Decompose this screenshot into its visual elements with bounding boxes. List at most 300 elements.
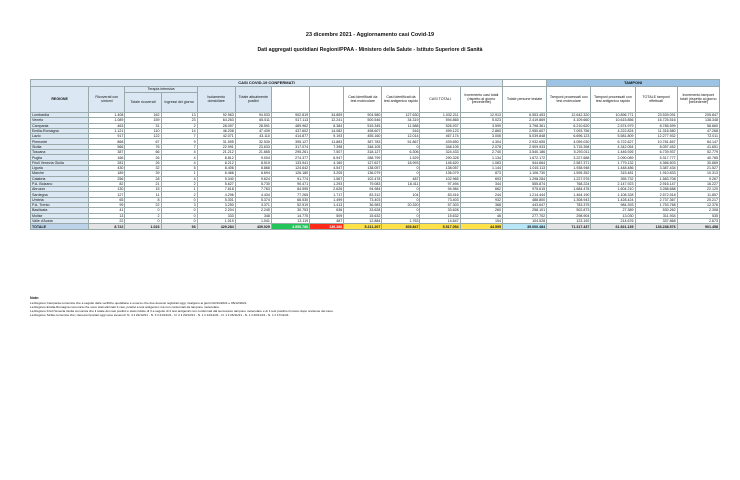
- table-cell: 79.083: [344, 181, 382, 186]
- table-cell: 94.533: [235, 113, 271, 118]
- table-cell: 44.595: [460, 224, 502, 230]
- table-cell: 7.398: [310, 144, 344, 149]
- table-cell: 5.374: [235, 197, 271, 202]
- table-cell: 10.781.657: [635, 139, 677, 144]
- table-cell: 36.983: [344, 203, 382, 208]
- table-cell: 0: [161, 208, 197, 213]
- table-cell: 14.647: [420, 218, 460, 223]
- region-cell: Molise: [31, 213, 89, 218]
- table-cell: 146.620: [420, 160, 460, 165]
- table-cell: 516: [382, 128, 420, 133]
- table-cell: 8.057.452: [635, 144, 677, 149]
- col-header: DIMESSI GUARITI: [271, 87, 309, 113]
- table-cell: 4.547: [310, 165, 344, 170]
- table-cell: 2.626: [310, 187, 344, 192]
- table-cell: 368: [460, 203, 502, 208]
- table-cell: 9.193: [310, 134, 344, 139]
- table-cell: 1.583.708: [635, 176, 677, 181]
- table-cell: 1.779.132: [591, 160, 635, 165]
- table-cell: 30.669: [677, 160, 719, 165]
- table-cell: 65.511: [235, 118, 271, 123]
- table-cell: 73.403: [420, 197, 460, 202]
- col-header: Casi identificati da test antigenico rapido: [382, 87, 420, 113]
- table-cell: 26: [125, 155, 161, 160]
- table-cell: 4: [161, 160, 197, 165]
- col-header: Tamponi processati con test molecolare: [547, 87, 591, 113]
- table-cell: 414.877: [271, 134, 309, 139]
- table-cell: 65: [89, 197, 125, 202]
- note-line: La Regione Emilia-Romagna comunica che sono stati eliminati 3 casi, positivi a test antigenico ma non confermati da tampone molecolare.: [30, 305, 220, 309]
- table-cell: 1.298.284: [502, 176, 546, 181]
- region-cell: Abruzzo: [31, 187, 89, 192]
- table-cell: 1.023: [125, 224, 161, 230]
- table-cell: 526.937: [420, 123, 460, 128]
- table-cell: 11.588: [382, 123, 420, 128]
- page-subtitle: Dati aggregati quotidiani Regioni/PPAA - Ministero della Salute - Istituto Superiore di Sanità: [257, 47, 483, 53]
- table-cell: 110: [125, 128, 161, 133]
- table-cell: 10.896.771: [591, 113, 635, 118]
- table-cell: 499.123: [420, 128, 460, 133]
- table-cell: 8.212: [197, 160, 235, 165]
- table-cell: 47.439: [235, 128, 271, 133]
- table-cell: 8.785.599: [635, 123, 677, 128]
- col-header: Incremento tamponi totali (rispetto al giorno precedente): [677, 87, 719, 113]
- table-cell: 6.739.937: [635, 150, 677, 155]
- table-cell: 82: [89, 181, 125, 186]
- table-cell: 932: [460, 197, 502, 202]
- table-cell: 14: [161, 128, 197, 133]
- region-cell: Friuli Venezia Giulia: [31, 160, 89, 165]
- table-cell: 0: [382, 213, 420, 218]
- table-cell: 1.121: [89, 128, 125, 133]
- table-cell: 2.909.933: [502, 144, 546, 149]
- table-cell: 281: [89, 160, 125, 165]
- table-cell: 23: [161, 118, 197, 123]
- table-cell: 5.301: [197, 197, 235, 202]
- table-cell: 127: [89, 192, 125, 197]
- table-cell: 12.241: [310, 118, 344, 123]
- table-cell: 15.632: [420, 213, 460, 218]
- table-cell: 1.464.190: [547, 192, 591, 197]
- table-cell: 1.753.768: [635, 203, 677, 208]
- table-cell: 1.134: [460, 155, 502, 160]
- table-cell: 138.057: [344, 165, 382, 170]
- table-cell: 4.222.824: [591, 128, 635, 133]
- region-cell: Calabria: [31, 176, 89, 181]
- table-cell: 20.320: [382, 203, 420, 208]
- table-cell: 277.702: [502, 213, 546, 218]
- table-cell: 76: [125, 144, 161, 149]
- table-cell: 467.174: [420, 134, 460, 139]
- table-cell: 28.591: [235, 123, 271, 128]
- table-cell: 0: [161, 197, 197, 202]
- table-cell: 489.962: [271, 123, 309, 128]
- table-cell: 52.519: [271, 203, 309, 208]
- note-line: La Regione Campania comunica che a seguito delle verifiche quotidiane è emerso che due decessi registrati oggi, risalgono ai giorni 02/11/2021 e 06/12/2021.: [30, 301, 248, 305]
- table-cell: 124.642: [271, 165, 309, 170]
- group-header-terapia: Terapia intensiva: [125, 87, 197, 93]
- table-cell: 355.732: [591, 176, 635, 181]
- table-cell: 16.725.516: [635, 118, 677, 123]
- table-cell: 41: [89, 208, 125, 213]
- table-cell: 12.376: [677, 203, 719, 208]
- table-cell: 23.633: [235, 144, 271, 149]
- region-cell: P.A. Bolzano: [31, 181, 89, 186]
- table-cell: 13.119: [271, 218, 309, 223]
- table-cell: 1.910.833: [635, 171, 677, 176]
- table-cell: 904.580: [344, 113, 382, 118]
- table-cell: 13: [161, 113, 197, 118]
- region-cell: Puglia: [31, 155, 89, 160]
- table-cell: 27.389: [591, 208, 635, 213]
- table-cell: 1.672.172: [502, 155, 546, 160]
- table-cell: 868: [89, 139, 125, 144]
- table-cell: 1.041: [235, 218, 271, 223]
- table-cell: 917: [89, 134, 125, 139]
- table-cell: 4.434: [235, 192, 271, 197]
- table-cell: 15.632: [344, 213, 382, 218]
- table-cell: 344: [460, 181, 502, 186]
- table-cell: 498.607: [344, 128, 382, 133]
- table-cell: 10.615.856: [591, 118, 635, 123]
- table-cell: 0: [161, 213, 197, 218]
- table-cell: 975.615: [502, 187, 546, 192]
- table-cell: 12.277.932: [635, 134, 677, 139]
- table-cell: 9.004: [235, 155, 271, 160]
- table-cell: 130: [89, 187, 125, 192]
- table-cell: 133.238.576: [635, 224, 677, 230]
- table-cell: 0: [382, 171, 420, 176]
- table-cell: 555.874: [502, 181, 546, 186]
- table-cell: 102.478: [344, 176, 382, 181]
- table-cell: 97.494: [420, 181, 460, 186]
- table-cell: 11.857: [677, 192, 719, 197]
- table-cell: 290.328: [420, 155, 460, 160]
- table-cell: 455.160: [344, 134, 382, 139]
- table-cell: 5.023: [460, 118, 502, 123]
- table-cell: 2.574.979: [591, 123, 635, 128]
- table-cell: 11.316.580: [635, 128, 677, 133]
- table-cell: 902.819: [271, 113, 309, 118]
- table-cell: 46.208: [197, 128, 235, 133]
- table-cell: 5.039.848: [502, 134, 546, 139]
- note-line: La Regione Friuli Venezia Giulia comunica che il totale dei casi positivi è stato ridotto di 3 a seguito di 4 test antigenici non confermati dal successivo tampone molecolare e di 1 test positivo rimosso dopo revisione del caso.: [30, 309, 334, 313]
- table-cell: 1.763: [382, 218, 420, 223]
- table-cell: 6.466: [197, 171, 235, 176]
- table-cell: 463: [89, 123, 125, 128]
- table-cell: 1.032.211: [420, 113, 460, 118]
- table-cell: 92.963: [197, 113, 235, 118]
- region-cell: Lazio: [31, 134, 89, 139]
- table-cell: 94.984: [420, 187, 460, 192]
- col-header: Isolamento domiciliare: [197, 87, 235, 113]
- table-cell: 46: [460, 213, 502, 218]
- table-cell: 2.740: [460, 150, 502, 155]
- table-cell: 13: [89, 213, 125, 218]
- table-cell: 2: [161, 123, 197, 128]
- table-cell: 4: [161, 176, 197, 181]
- table-cell: 5.293.011: [547, 150, 591, 155]
- table-cell: 67: [125, 139, 161, 144]
- table-cell: 594.865: [420, 118, 460, 123]
- table-cell: 311.934: [635, 213, 677, 218]
- col-header: Ingressi del giorno: [161, 93, 197, 113]
- table-cell: 984.393: [591, 203, 635, 208]
- table-cell: 1.604.210: [591, 187, 635, 192]
- table-cell: 39.000.484: [502, 224, 546, 230]
- table-cell: 566: [89, 144, 125, 149]
- table-cell: 3.540.186: [502, 150, 546, 155]
- table-cell: 83.312: [344, 192, 382, 197]
- table-cell: 515.345: [344, 123, 382, 128]
- table-cell: 9.267: [677, 176, 719, 181]
- table-cell: 23.539.091: [635, 113, 677, 118]
- table-cell: 42.071: [197, 134, 235, 139]
- table-cell: 244: [460, 192, 502, 197]
- region-cell: Lombardia: [31, 113, 89, 118]
- col-header: TOTALE tamponi effettuati: [635, 87, 677, 113]
- table-cell: 15: [125, 187, 161, 192]
- region-cell: TOTALE: [31, 224, 89, 230]
- table-cell: 8.519: [235, 160, 271, 165]
- table-cell: 32.530: [235, 139, 271, 144]
- table-cell: 33.628: [420, 208, 460, 213]
- covid-data-table: [30, 79, 720, 230]
- table-cell: 136.386: [310, 224, 344, 230]
- region-cell: Sardegna: [31, 192, 89, 197]
- table-cell: 1: [161, 187, 197, 192]
- table-cell: 0: [125, 218, 161, 223]
- table-cell: 8: [125, 197, 161, 202]
- table-cell: 1.106.730: [502, 171, 546, 176]
- table-cell: 0: [125, 208, 161, 213]
- page-title: 23 dicembre 2021 - Aggiornamento casi Covid-19: [305, 32, 435, 38]
- table-cell: 12.642.320: [547, 113, 591, 118]
- table-cell: 487: [310, 218, 344, 223]
- table-cell: 64.263: [197, 118, 235, 123]
- table-cell: 333: [197, 213, 235, 218]
- table-cell: 2.916.147: [635, 181, 677, 186]
- table-cell: 1.019: [197, 218, 235, 223]
- table-cell: 9.624: [235, 176, 271, 181]
- table-cell: 104.528: [502, 218, 546, 223]
- table-cell: 295.261: [271, 150, 309, 155]
- table-cell: 33.628: [344, 208, 382, 213]
- table-cell: 430: [89, 165, 125, 170]
- table-cell: 387.783: [344, 139, 382, 144]
- table-cell: 395.127: [271, 139, 309, 144]
- table-cell: 693: [460, 176, 502, 181]
- table-cell: 8.384: [310, 123, 344, 128]
- table-cell: 274.377: [271, 155, 309, 160]
- table-cell: 57.303: [420, 203, 460, 208]
- table-cell: 3.371: [235, 203, 271, 208]
- table-cell: 487: [382, 176, 420, 181]
- note-line: La Regione Sicilia comunica che i decessi riportati oggi sono avvenuti: N. 4 il 22/12/21 - N. 3 il 21/12/21 - N. 2 il 20/12/21 - N. 1 il 12/12/21 - N. 1 il 26/11/21 - N. 1 il 20/11/21 - N. 1 il 17/11/21.: [30, 313, 290, 317]
- table-cell: 502.873: [547, 208, 591, 213]
- table-cell: 39: [125, 171, 161, 176]
- table-cell: 298.904: [547, 213, 591, 218]
- table-cell: 2.147.923: [591, 181, 635, 186]
- table-cell: 3.227.688: [547, 155, 591, 160]
- table-cell: 18.411: [382, 181, 420, 186]
- table-cell: 1.567: [310, 176, 344, 181]
- table-cell: 71.317.437: [547, 224, 591, 230]
- table-cell: 31.595: [197, 139, 235, 144]
- table-cell: 2.078: [460, 144, 502, 149]
- table-cell: 2: [161, 192, 197, 197]
- table-cell: 3.288.688: [635, 187, 677, 192]
- table-cell: 768.224: [547, 181, 591, 186]
- table-cell: 1.089: [89, 118, 125, 123]
- region-cell: Campania: [31, 123, 89, 128]
- region-cell: Sicilia: [31, 144, 89, 149]
- table-cell: 90.471: [271, 181, 309, 186]
- table-cell: 437.602: [271, 128, 309, 133]
- table-cell: 324.433: [420, 150, 460, 155]
- table-cell: 43.110: [235, 134, 271, 139]
- table-cell: 337.868: [635, 218, 677, 223]
- table-cell: 3.798.361: [502, 123, 546, 128]
- table-cell: 66: [125, 150, 161, 155]
- table-cell: 41.651: [677, 144, 719, 149]
- table-cell: 443.647: [502, 203, 546, 208]
- group-header-casi: CASI COVID-19 CONFERMATI: [31, 80, 503, 87]
- col-header: Casi identificati da test molecolare: [344, 87, 382, 113]
- table-cell: 317.074: [271, 144, 309, 149]
- table-cell: 2.245: [235, 208, 271, 213]
- table-cell: 5: [161, 165, 197, 170]
- table-cell: 1.214.444: [502, 192, 546, 197]
- table-cell: 535: [677, 213, 719, 218]
- table-cell: 21.665: [235, 150, 271, 155]
- table-cell: 9: [161, 139, 197, 144]
- table-cell: 260: [460, 208, 502, 213]
- table-cell: 944.664: [502, 160, 546, 165]
- table-cell: 40.785: [677, 155, 719, 160]
- table-cell: 509: [310, 213, 344, 218]
- table-cell: 4.109.660: [547, 118, 591, 123]
- table-cell: 83.416: [420, 192, 460, 197]
- table-cell: 1.227.976: [547, 176, 591, 181]
- region-cell: Marche: [31, 171, 89, 176]
- col-header: Totale persone testate: [502, 87, 546, 113]
- table-cell: 4.342.054: [591, 144, 635, 149]
- table-cell: 58.660: [677, 123, 719, 128]
- table-cell: 348.105: [344, 144, 382, 149]
- table-cell: 783.375: [547, 203, 591, 208]
- table-cell: 1.413: [310, 203, 344, 208]
- table-cell: 256: [89, 176, 125, 181]
- region-cell: Emilia-Romagna: [31, 128, 89, 133]
- table-cell: 2.204: [197, 208, 235, 213]
- table-cell: 214.676: [591, 218, 635, 223]
- table-cell: 0: [382, 165, 420, 170]
- col-header: REGIONE: [31, 87, 89, 113]
- table-cell: 18.993: [382, 160, 420, 165]
- table-cell: 7.093.756: [547, 128, 591, 133]
- table-cell: 2.572.518: [635, 192, 677, 197]
- table-cell: 4.366.503: [635, 160, 677, 165]
- table-cell: 26: [125, 160, 161, 165]
- table-body: [31, 113, 720, 230]
- table-cell: 5.211.207: [344, 224, 382, 230]
- table-cell: 5.581.809: [591, 134, 635, 139]
- notes-section: [30, 296, 720, 317]
- table-cell: 1.529: [382, 155, 420, 160]
- table-cell: 22: [125, 203, 161, 208]
- table-cell: 5.627: [197, 181, 235, 186]
- table-cell: 0: [382, 187, 420, 192]
- table-cell: 4.296: [197, 192, 235, 197]
- table-cell: 122: [125, 134, 161, 139]
- table-cell: 28: [125, 176, 161, 181]
- table-cell: 47.268: [677, 128, 719, 133]
- table-cell: 28.097: [197, 123, 235, 128]
- table-cell: 530.262: [635, 208, 677, 213]
- table-cell: 127.630: [382, 113, 420, 118]
- table-cell: 12.913: [460, 113, 502, 118]
- table-cell: 1.595.352: [547, 171, 591, 176]
- table-cell: 901.458: [677, 224, 719, 230]
- table-cell: 11: [125, 192, 161, 197]
- table-cell: 104: [382, 192, 420, 197]
- table-cell: 162: [125, 113, 161, 118]
- table-cell: 159: [125, 118, 161, 123]
- table-cell: 517.113: [271, 118, 309, 123]
- table-cell: 4.059.030: [547, 139, 591, 144]
- table-cell: 1.144: [460, 165, 502, 170]
- table-cell: 2.932.655: [502, 139, 546, 144]
- table-cell: 2.308: [677, 208, 719, 213]
- table-cell: 1.308.943: [547, 197, 591, 202]
- table-cell: 21.212: [197, 150, 235, 155]
- col-header: Totale ricoverati: [125, 93, 161, 113]
- table-cell: 138.057: [420, 165, 460, 170]
- table-cell: 5.517.054: [420, 224, 460, 230]
- table-cell: 12.014: [382, 134, 420, 139]
- table-cell: 488.800: [502, 197, 546, 202]
- table-cell: 0: [382, 197, 420, 202]
- table-cell: 133.941: [271, 160, 309, 165]
- group-header-spacer: [502, 80, 546, 87]
- table-cell: 315.481: [591, 171, 635, 176]
- table-cell: 30.753: [271, 208, 309, 213]
- table-cell: 1.499: [310, 197, 344, 202]
- table-cell: 8.812: [197, 155, 235, 160]
- table-cell: 13.030: [591, 213, 635, 218]
- table-cell: 3.387.434: [635, 165, 677, 170]
- table-cell: 3.006: [460, 134, 502, 139]
- table-cell: 6.947: [310, 155, 344, 160]
- table-cell: 1.717: [310, 192, 344, 197]
- table-cell: 6.306: [382, 150, 420, 155]
- table-cell: 1.083: [460, 160, 502, 165]
- table-cell: 4: [161, 155, 197, 160]
- table-cell: 1: [161, 171, 197, 176]
- table-cell: 439.029: [235, 224, 271, 230]
- table-cell: 136.079: [344, 171, 382, 176]
- table-cell: 138.348: [677, 118, 719, 123]
- table-cell: 0: [161, 218, 197, 223]
- table-cell: 7.618: [197, 187, 235, 192]
- table-cell: 387: [89, 150, 125, 155]
- table-cell: 3.715.398: [547, 144, 591, 149]
- table-cell: 102.965: [420, 176, 460, 181]
- col-header: DECEDUTI: [310, 87, 344, 113]
- table-cell: 8.868: [235, 165, 271, 170]
- table-cell: 66.530: [271, 197, 309, 202]
